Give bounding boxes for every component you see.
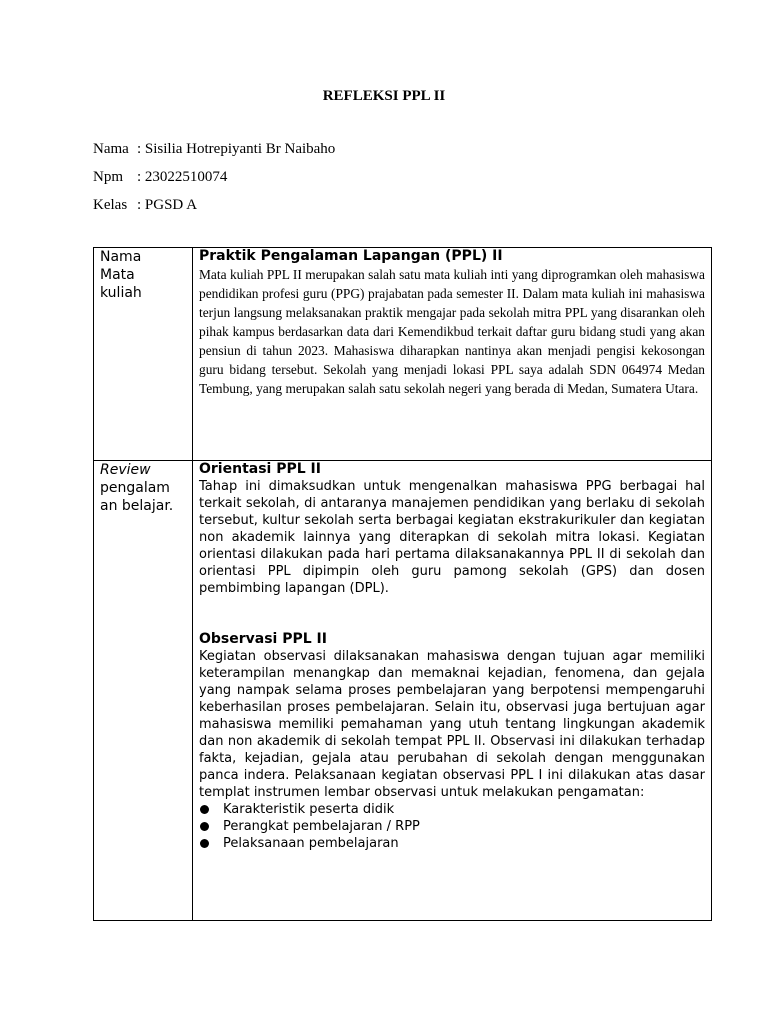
list-item-text: Karakteristik peserta didik xyxy=(223,802,395,817)
section-paragraph: Tahap ini dimaksudkan untuk mengenalkan mahasiswa PPG berbagai hal terkait sekolah, di antaranya manajemen pendidikan yang berlaku di sekolah tersebut, kultur sekolah serta berbagai kegiatan ekstrakurikuler dan kegiatan non akademik lainnya yang diterapkan di sekolah mitra lokasi. Kegiatan orientasi dilakukan pada hari pertama dilaksanakannya PPL II di sekolah dan orientasi PPL dipimpin oleh guru pamong sekolah (GPS) dan dosen pembimbing lapangan (DPL). xyxy=(199,479,705,596)
row-content-cell xyxy=(193,248,712,461)
table-row xyxy=(94,461,712,921)
row-content-cell xyxy=(193,461,712,921)
row-label-line: Review xyxy=(100,462,151,478)
bullet-dot-icon xyxy=(200,839,209,848)
row-label-line: pengalam xyxy=(100,480,170,496)
list-item xyxy=(199,835,705,852)
info-row-nama xyxy=(93,141,335,158)
section-paragraph: Mata kuliah PPL II merupakan salah satu mata kuliah inti yang diprogramkan oleh mahasiswa pendidikan profesi guru (PPG) prajabatan pada semester II. Dalam mata kuliah ini mahasiswa terjun langsung melaksanakan praktik mengajar pada sekolah mitra PPL yang disarankan oleh pihak kampus berdasarkan data dari Kemendikbud terkait daftar guru bidang studi yang akan pensiun di tahun 2023. Mahasiswa diharapkan nantinya akan menjadi pengisi kekosongan guru bidang tersebut. Sekolah yang menjadi lokasi PPL saya adalah SDN 064974 Medan Tembung, yang merupakan salah satu sekolah negeri yang berada di Medan, Sumatera Utara. xyxy=(199,267,705,396)
section-paragraph: Kegiatan observasi dilaksanakan mahasiswa dengan tujuan agar memiliki keterampilan menangkap dan memaknai kejadian, fenomena, dan gejala yang nampak selama proses pembelajaran yang berpotensi mempengaruhi keberhasilan proses pembelajaran. Selain itu, observasi juga bertujuan agar mahasiswa memiliki pemahaman yang utuh tentang lingkungan akademik dan non akademik di sekolah tempat PPL II. Observasi ini dilakukan terhadap fakta, kejadian, gejala atau perubahan di sekolah dengan menggunakan panca indera. Pelaksanaan kegiatan observasi PPL I ini dilakukan atas dasar templat instrumen lembar observasi untuk melakukan pengamatan: xyxy=(199,649,705,800)
info-label: Nama xyxy=(93,141,129,157)
reflection-table xyxy=(93,247,712,921)
info-row-npm xyxy=(93,169,227,186)
bullet-dot-icon xyxy=(200,822,209,831)
row-label-line: kuliah xyxy=(100,285,142,301)
row-label-cell xyxy=(94,248,193,461)
row-label-line: Mata xyxy=(100,267,135,283)
observation-list xyxy=(199,801,705,852)
document-title: REFLEKSI PPL II xyxy=(322,88,446,104)
info-value: : Sisilia Hotrepiyanti Br Naibaho xyxy=(137,141,336,157)
spacer xyxy=(199,597,705,631)
table-row xyxy=(94,248,712,461)
info-label: Npm xyxy=(93,169,123,185)
row-label-line: Nama xyxy=(100,249,142,265)
section-heading: Praktik Pengalaman Lapangan (PPL) II xyxy=(199,248,503,264)
section-heading: Orientasi PPL II xyxy=(199,461,321,477)
list-item-text: Perangkat pembelajaran / RPP xyxy=(223,819,420,834)
row-label-cell xyxy=(94,461,193,921)
info-value: : PGSD A xyxy=(137,197,198,213)
section-heading: Observasi PPL II xyxy=(199,631,327,647)
info-row-kelas xyxy=(93,197,197,214)
list-item xyxy=(199,801,705,818)
row-label-line: an belajar. xyxy=(100,498,174,514)
info-value: : 23022510074 xyxy=(137,169,228,185)
bullet-dot-icon xyxy=(200,805,209,814)
info-label: Kelas xyxy=(93,197,128,213)
list-item-text: Pelaksanaan pembelajaran xyxy=(223,836,399,851)
list-item xyxy=(199,818,705,835)
